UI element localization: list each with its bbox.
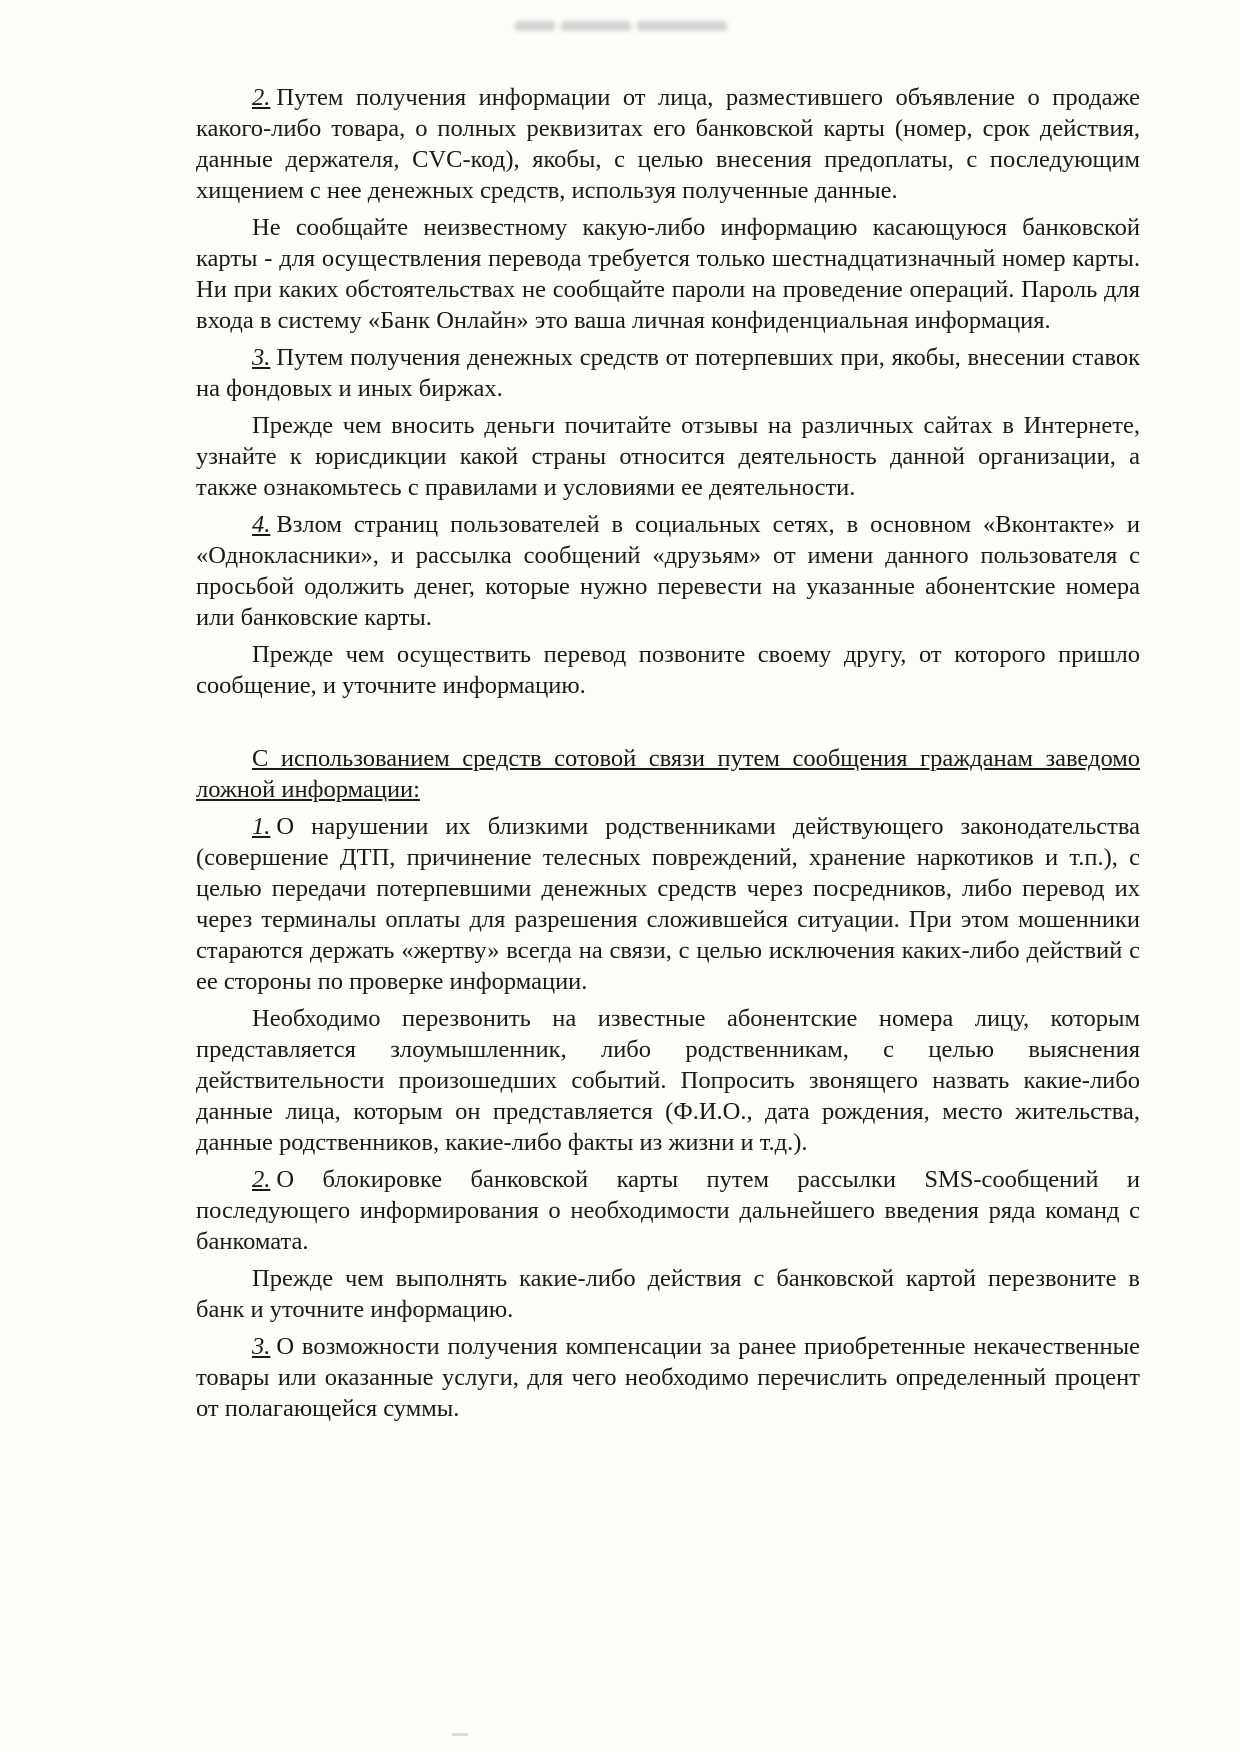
section-heading: С использованием средств сотовой связи путем сообщения гражданам заведомо ложной информации:	[196, 745, 1140, 803]
paragraph-text: Не сообщайте неизвестному какую-либо информацию касающуюся банковской карты - для осуществления перевода требуется только шестнадцатизначный номер карты. Ни при каких обстоятельствах не сообщайте пароли на проведение операций. Пароль для входа в систему «Банк Онлайн» это ваша личная конфиденциальная информация.	[196, 214, 1140, 334]
advice-paragraph	[196, 639, 1140, 701]
item-number: 4.	[252, 511, 271, 538]
paragraph-item-2	[196, 82, 1140, 206]
paragraph-text: Путем получения денежных средств от потерпевших при, якобы, внесении ставок на фондовых и иных биржах.	[196, 344, 1140, 402]
paragraph-item-3	[196, 342, 1140, 404]
scan-artifact	[452, 1733, 468, 1736]
paragraph-text: Необходимо перезвонить на известные абонентские номера лицу, которым представляется злоумышленник, либо родственникам, с целью выяснения действительности произошедших событий. Попросить звонящего назвать какие-либо данные лица, которым он представляется (Ф.И.О., дата рождения, место жительства, данные родственников, какие-либо факты из жизни и т.д.).	[196, 1005, 1140, 1156]
paragraph-text: Взлом страниц пользователей в социальных сетях, в основном «Вконтакте» и «Однокласники», и рассылка сообщений «друзьям» от имени данного пользователя с просьбой одолжить денег, которые нужно перевести на указанные абонентские номера или банковские карты.	[196, 511, 1140, 631]
advice-paragraph	[196, 1263, 1140, 1325]
paragraph-item-2	[196, 1164, 1140, 1257]
paragraph-text: О возможности получения компенсации за ранее приобретенные некачественные товары или оказанные услуги, для чего необходимо перечислить определенный процент от полагающейся суммы.	[196, 1333, 1140, 1422]
item-number: 2.	[252, 84, 271, 111]
paragraph-text: Прежде чем выполнять какие-либо действия с банковской картой перезвоните в банк и уточните информацию.	[196, 1265, 1140, 1323]
paragraph-text: Прежде чем вносить деньги почитайте отзывы на различных сайтах в Интернете, узнайте к юрисдикции какой страны относится деятельность данной организации, а также ознакомьтесь с правилами и условиями ее деятельности.	[196, 412, 1140, 501]
item-number: 1.	[252, 813, 271, 840]
section-spacer	[196, 707, 1140, 743]
advice-paragraph	[196, 1003, 1140, 1158]
paragraph-text: О нарушении их близкими родственниками действующего законодательства (совершение ДТП, причинение телесных повреждений, хранение наркотиков и т.п.), с целью передачи потерпевшими денежных средств через посредников, либо перевод их через терминалы оплаты для разрешения сложившейся ситуации. При этом мошенники стараются держать «жертву» всегда на связи, с целью исключения каких-либо действий с ее стороны по проверке информации.	[196, 813, 1140, 995]
advice-paragraph	[196, 212, 1140, 336]
paragraph-text: Путем получения информации от лица, разместившего объявление о продаже какого-либо товара, о полных реквизитах его банковской карты (номер, срок действия, данные держателя, CVC-код), якобы, с целью внесения предоплаты, с последующим хищением с нее денежных средств, используя полученные данные.	[196, 84, 1140, 204]
document-body	[196, 82, 1140, 1430]
advice-paragraph	[196, 410, 1140, 503]
paragraph-item-3	[196, 1331, 1140, 1424]
paragraph-item-1	[196, 811, 1140, 997]
item-number: 3.	[252, 344, 271, 371]
paragraph-text: О блокировке банковской карты путем рассылки SMS-сообщений и последующего информирования о необходимости дальнейшего введения ряда команд с банкомата.	[196, 1166, 1140, 1255]
paragraph-item-4	[196, 509, 1140, 633]
item-number: 2.	[252, 1166, 271, 1193]
faded-header-stamp	[515, 18, 755, 40]
paragraph-text: Прежде чем осуществить перевод позвоните своему другу, от которого пришло сообщение, и уточните информацию.	[196, 641, 1140, 699]
item-number: 3.	[252, 1333, 271, 1360]
